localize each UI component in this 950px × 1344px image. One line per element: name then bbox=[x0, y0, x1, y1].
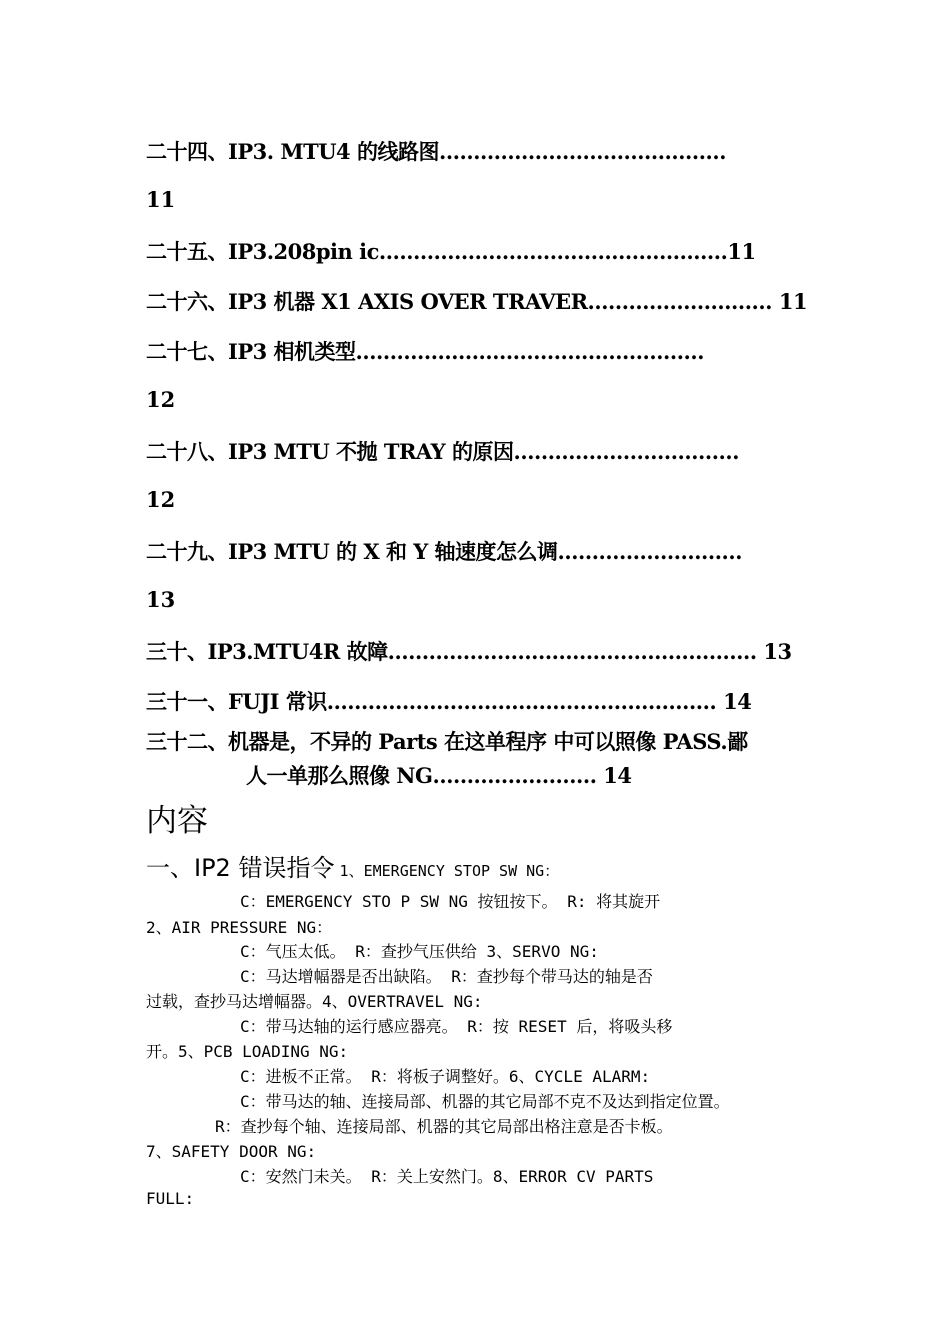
toc-page-27: 12 bbox=[146, 387, 176, 412]
toc-page-29: 13 bbox=[146, 587, 176, 612]
body-line: FULL: bbox=[146, 1189, 195, 1208]
body-line: C：安然门未关。 R：关上安然门。8、ERROR CV PARTS bbox=[240, 1167, 654, 1186]
toc-entry-24[interactable]: 二十四、IP3. MTU4 的线路图…………………………………… bbox=[146, 139, 726, 164]
section-1-first-item: 1、EMERGENCY STOP SW NG： bbox=[339, 862, 560, 880]
body-line: C：带马达的轴、连接局部、机器的其它局部不克不及达到指定位置。 bbox=[240, 1092, 730, 1111]
section-1-title: 一、IP2 错误指令 bbox=[146, 854, 335, 882]
body-line: 2、AIR PRESSURE NG： bbox=[146, 918, 333, 937]
body-line: C：EMERGENCY STO P SW NG 按钮按下。 R: 将其旋开 bbox=[240, 892, 661, 911]
toc-page-28: 12 bbox=[146, 487, 176, 512]
toc-entry-25[interactable]: 二十五、IP3.208pin ic……………………………………………11 bbox=[146, 239, 756, 264]
body-line: 7、SAFETY DOOR NG: bbox=[146, 1142, 317, 1161]
section-1-heading bbox=[146, 848, 559, 883]
body-line: C：马达增幅器是否出缺陷。 R：查抄每个带马达的轴是否 bbox=[240, 967, 653, 986]
body-line: 开。5、PCB LOADING NG: bbox=[146, 1042, 349, 1061]
body-line: 过载，查抄马达增幅器。4、OVERTRAVEL NG: bbox=[146, 992, 483, 1011]
body-line: C：进板不正常。 R：将板子调整好。6、CYCLE ALARM: bbox=[240, 1067, 651, 1086]
toc-entry-30[interactable]: 三十、IP3.MTU4R 故障……………………………………………… 13 bbox=[146, 639, 792, 664]
toc-entry-26[interactable]: 二十六、IP3 机器 X1 AXIS OVER TRAVER……………………… 11 bbox=[146, 289, 808, 314]
body-line: C：带马达轴的运行感应器亮。 R：按 RESET 后，将吸头移 bbox=[240, 1017, 673, 1036]
contents-heading: 内容 bbox=[146, 803, 208, 839]
toc-entry-32[interactable]: 三十二、机器是，不异的 Parts 在这单程序 中可以照像 PASS.鄙 bbox=[146, 729, 748, 754]
toc-entry-29[interactable]: 二十九、IP3 MTU 的 X 和 Y 轴速度怎么调……………………… bbox=[146, 539, 743, 564]
body-line: C：气压太低。 R：查抄气压供给 3、SERVO NG: bbox=[240, 942, 599, 961]
toc-entry-27[interactable]: 二十七、IP3 相机类型…………………………………………… bbox=[146, 339, 705, 364]
toc-page-24: 11 bbox=[146, 187, 176, 212]
toc-entry-28[interactable]: 二十八、IP3 MTU 不抛 TRAY 的原因…………………………… bbox=[146, 439, 739, 464]
body-line: R：查抄每个轴、连接局部、机器的其它局部出格注意是否卡板。 bbox=[215, 1117, 673, 1136]
toc-entry-31[interactable]: 三十一、FUJI 常识………………………………………………… 14 bbox=[146, 689, 752, 714]
toc-entry-32-continued[interactable]: 人一单那么照像 NG…………………… 14 bbox=[246, 763, 632, 788]
